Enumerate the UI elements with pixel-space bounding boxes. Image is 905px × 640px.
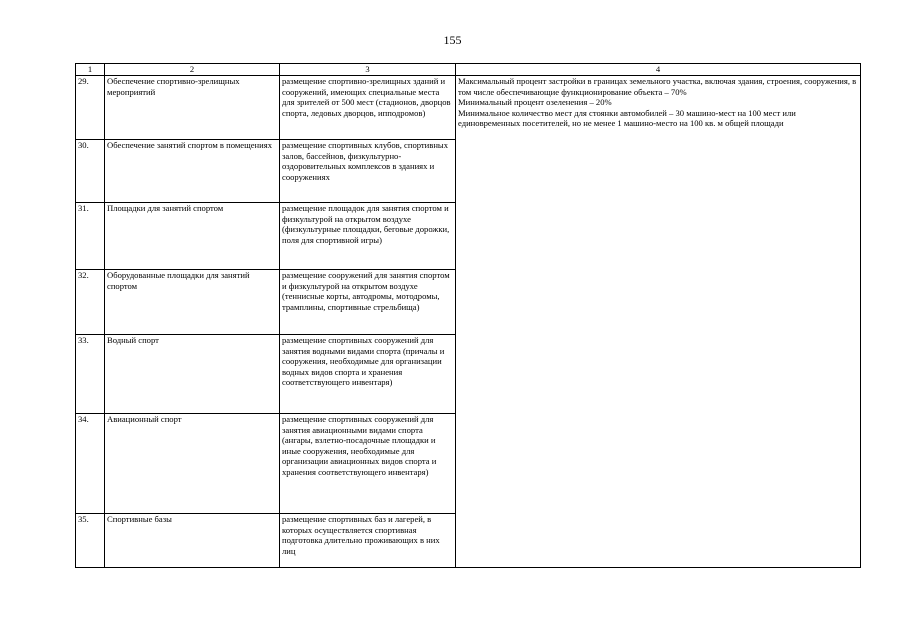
use-type-description: размещение спортивных сооружений для занятия авиационными видами спорта (ангары, взлетно-посадочные площадки и иные сооружения, необходимые для организации авиационных видов спорта и хранения соответствующего инвентаря) — [280, 414, 456, 514]
use-type-description: размещение сооружений для занятия спортом и физкультурой на открытом воздухе (теннисные корты, автодромы, мотодромы, трамплины, спортивные стрельбища) — [280, 270, 456, 335]
use-type-description: размещение спортивно-зрелищных зданий и сооружений, имеющих специальные места для зрителей от 500 мест (стадионов, дворцов спорта, ледовых дворцов, ипподромов) — [280, 76, 456, 140]
use-type-name: Оборудованные площадки для занятий спортом — [105, 270, 280, 335]
use-type-name: Площадки для занятий спортом — [105, 203, 280, 270]
row-number: 31. — [76, 203, 105, 270]
parameters-cell — [456, 76, 861, 568]
use-type-name: Обеспечение спортивно-зрелищных мероприятий — [105, 76, 280, 140]
use-type-name: Обеспечение занятий спортом в помещениях — [105, 140, 280, 203]
row-number: 35. — [76, 514, 105, 568]
use-type-description: размещение спортивных клубов, спортивных залов, бассейнов, физкультурно-оздоровительных комплексов в зданиях и сооружениях — [280, 140, 456, 203]
use-type-description: размещение спортивных баз и лагерей, в которых осуществляется спортивная подготовка длительно проживающих в них лиц — [280, 514, 456, 568]
use-type-name: Водный спорт — [105, 335, 280, 414]
parameter-min-parking: Минимальное количество мест для стоянки автомобилей – 30 машино-мест на 100 мест или единовременных посетителей, но не менее 1 машино-место на 100 кв. м общей площади — [458, 107, 796, 129]
use-type-name: Спортивные базы — [105, 514, 280, 568]
table-header-row — [76, 64, 861, 76]
column-header-1: 1 — [76, 64, 105, 76]
column-header-4: 4 — [456, 64, 861, 76]
row-number: 30. — [76, 140, 105, 203]
column-header-3: 3 — [280, 64, 456, 76]
parameter-max-build-percent: Максимальный процент застройки в границах земельного участка, включая здания, строения, сооружения, в том числе обеспечивающие функционирование объекта – 70% — [458, 76, 857, 97]
use-type-description: размещение площадок для занятия спортом и физкультурой на открытом воздухе (физкультурные площадки, беговые дорожки, поля для спортивной игры) — [280, 203, 456, 270]
page-number: 155 — [443, 33, 462, 47]
row-number: 32. — [76, 270, 105, 335]
table-row — [76, 76, 861, 140]
column-header-2: 2 — [105, 64, 280, 76]
row-number: 29. — [76, 76, 105, 140]
row-number: 33. — [76, 335, 105, 414]
use-type-name: Авиационный спорт — [105, 414, 280, 514]
row-number: 34. — [76, 414, 105, 514]
parameter-min-green-percent: Минимальный процент озеленения – 20% — [458, 97, 612, 108]
land-use-table — [75, 63, 861, 568]
use-type-description: размещение спортивных сооружений для занятия водными видами спорта (причалы и сооружения, необходимые для организации водных видов спорта и хранения соответствующего инвентаря) — [280, 335, 456, 414]
